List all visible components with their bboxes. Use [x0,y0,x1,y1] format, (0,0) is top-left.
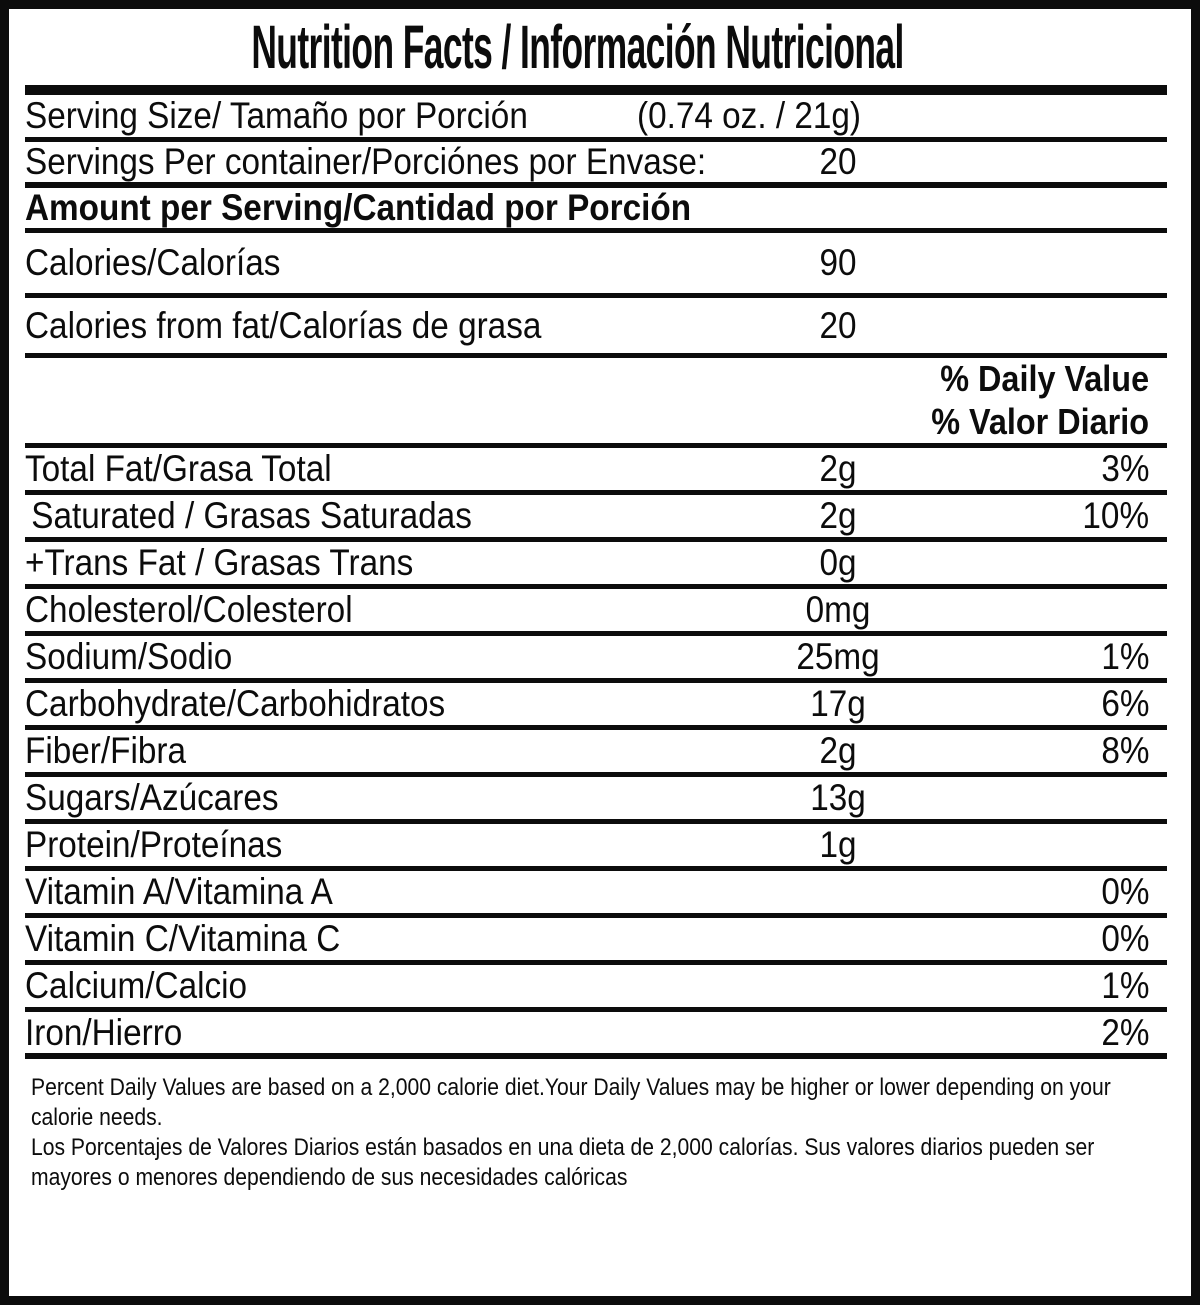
nutrient-row-total-fat [25,448,1167,495]
nutrient-amount: 13g [810,777,866,818]
nutrient-label: Total Fat/Grasa Total [25,448,332,489]
nutrient-row-vitamin-a [25,871,1167,918]
servings-per-container-row [25,142,1167,188]
calories-value: 90 [819,242,857,283]
nutrient-amount: 17g [810,683,866,724]
label-title-row [25,9,1167,85]
nutrient-label: Vitamin C/Vitamina C [25,918,341,959]
nutrient-label: Saturated / Grasas Saturadas [31,495,472,536]
calories-label: Calories/Calorías [25,242,281,283]
nutrient-daily-value: 8% [1100,730,1149,771]
nutrient-row-carbohydrate [25,683,1167,730]
nutrient-amount: 0mg [805,589,871,630]
nutrient-label: Cholesterol/Colesterol [25,589,353,630]
nutrient-daily-value: 0% [1100,871,1149,912]
footnotes [25,1059,1167,1193]
serving-size-row [25,95,1167,142]
nutrient-label: Sodium/Sodio [25,636,233,677]
nutrient-daily-value: 3% [1100,448,1149,489]
nutrient-label: Vitamin A/Vitamina A [25,871,333,912]
nutrient-amount: 2g [819,495,857,536]
nutrient-daily-value: 2% [1100,1011,1149,1053]
serving-size-label: Serving Size/ Tamaño por Porción [25,95,528,136]
nutrient-row-saturated-fat [25,495,1167,542]
nutrient-row-cholesterol [25,589,1167,636]
footnote-spanish: Los Porcentajes de Valores Diarios están basados en una dieta de 2,000 calorías. Sus valores diarios pueden ser mayores o menores dependiendo de sus necesidades calóricas [31,1134,1095,1191]
serving-size-value: (0.74 oz. / 21g) [637,95,861,136]
calories-row [25,233,1167,298]
nutrient-row-vitamin-c [25,918,1167,965]
daily-value-header-es: % Valor Diario [931,400,1149,442]
nutrient-amount: 2g [819,448,857,489]
nutrient-amount: 25mg [796,636,880,677]
nutrient-label: Calcium/Calcio [25,965,248,1006]
nutrient-row-protein [25,824,1167,871]
nutrient-daily-value: 10% [1082,495,1149,536]
nutrient-label: Fiber/Fibra [25,730,187,771]
nutrient-row-sugars [25,777,1167,824]
nutrient-label: Sugars/Azúcares [25,777,279,818]
amount-per-serving-heading-row [25,188,1167,233]
nutrient-amount: 1g [819,824,857,865]
nutrient-row-trans-fat [25,542,1167,589]
footnote-english: Percent Daily Values are based on a 2,000 calorie diet.Your Daily Values may be higher or lower depending on your calorie needs. [31,1074,1111,1131]
servings-per-container-label: Servings Per container/Porciónes por Envase: [25,141,707,182]
daily-value-header [25,358,1167,448]
label-title: Nutrition Facts / Información Nutricional [250,13,904,81]
nutrient-label: Iron/Hierro [25,1011,183,1053]
nutrient-label: +Trans Fat / Grasas Trans [25,542,414,583]
nutrient-row-fiber [25,730,1167,777]
nutrient-amount: 0g [819,542,857,583]
nutrient-row-calcium [25,965,1167,1012]
nutrient-daily-value: 1% [1100,636,1149,677]
nutrient-label: Protein/Proteínas [25,824,283,865]
nutrient-label: Carbohydrate/Carbohidratos [25,683,446,724]
title-divider-bar [25,85,1167,95]
calories-from-fat-row [25,298,1167,358]
nutrient-daily-value: 1% [1100,965,1149,1006]
calories-from-fat-label: Calories from fat/Calorías de grasa [25,304,542,346]
servings-per-container-value: 20 [819,141,857,182]
nutrient-amount: 2g [819,730,857,771]
nutrient-daily-value: 0% [1100,918,1149,959]
daily-value-header-en: % Daily Value [940,358,1149,400]
calories-from-fat-value: 20 [819,304,857,346]
nutrient-daily-value: 6% [1100,683,1149,724]
nutrient-row-iron [25,1012,1167,1059]
amount-per-serving-heading: Amount per Serving/Cantidad por Porción [25,187,692,228]
nutrient-row-sodium [25,636,1167,683]
